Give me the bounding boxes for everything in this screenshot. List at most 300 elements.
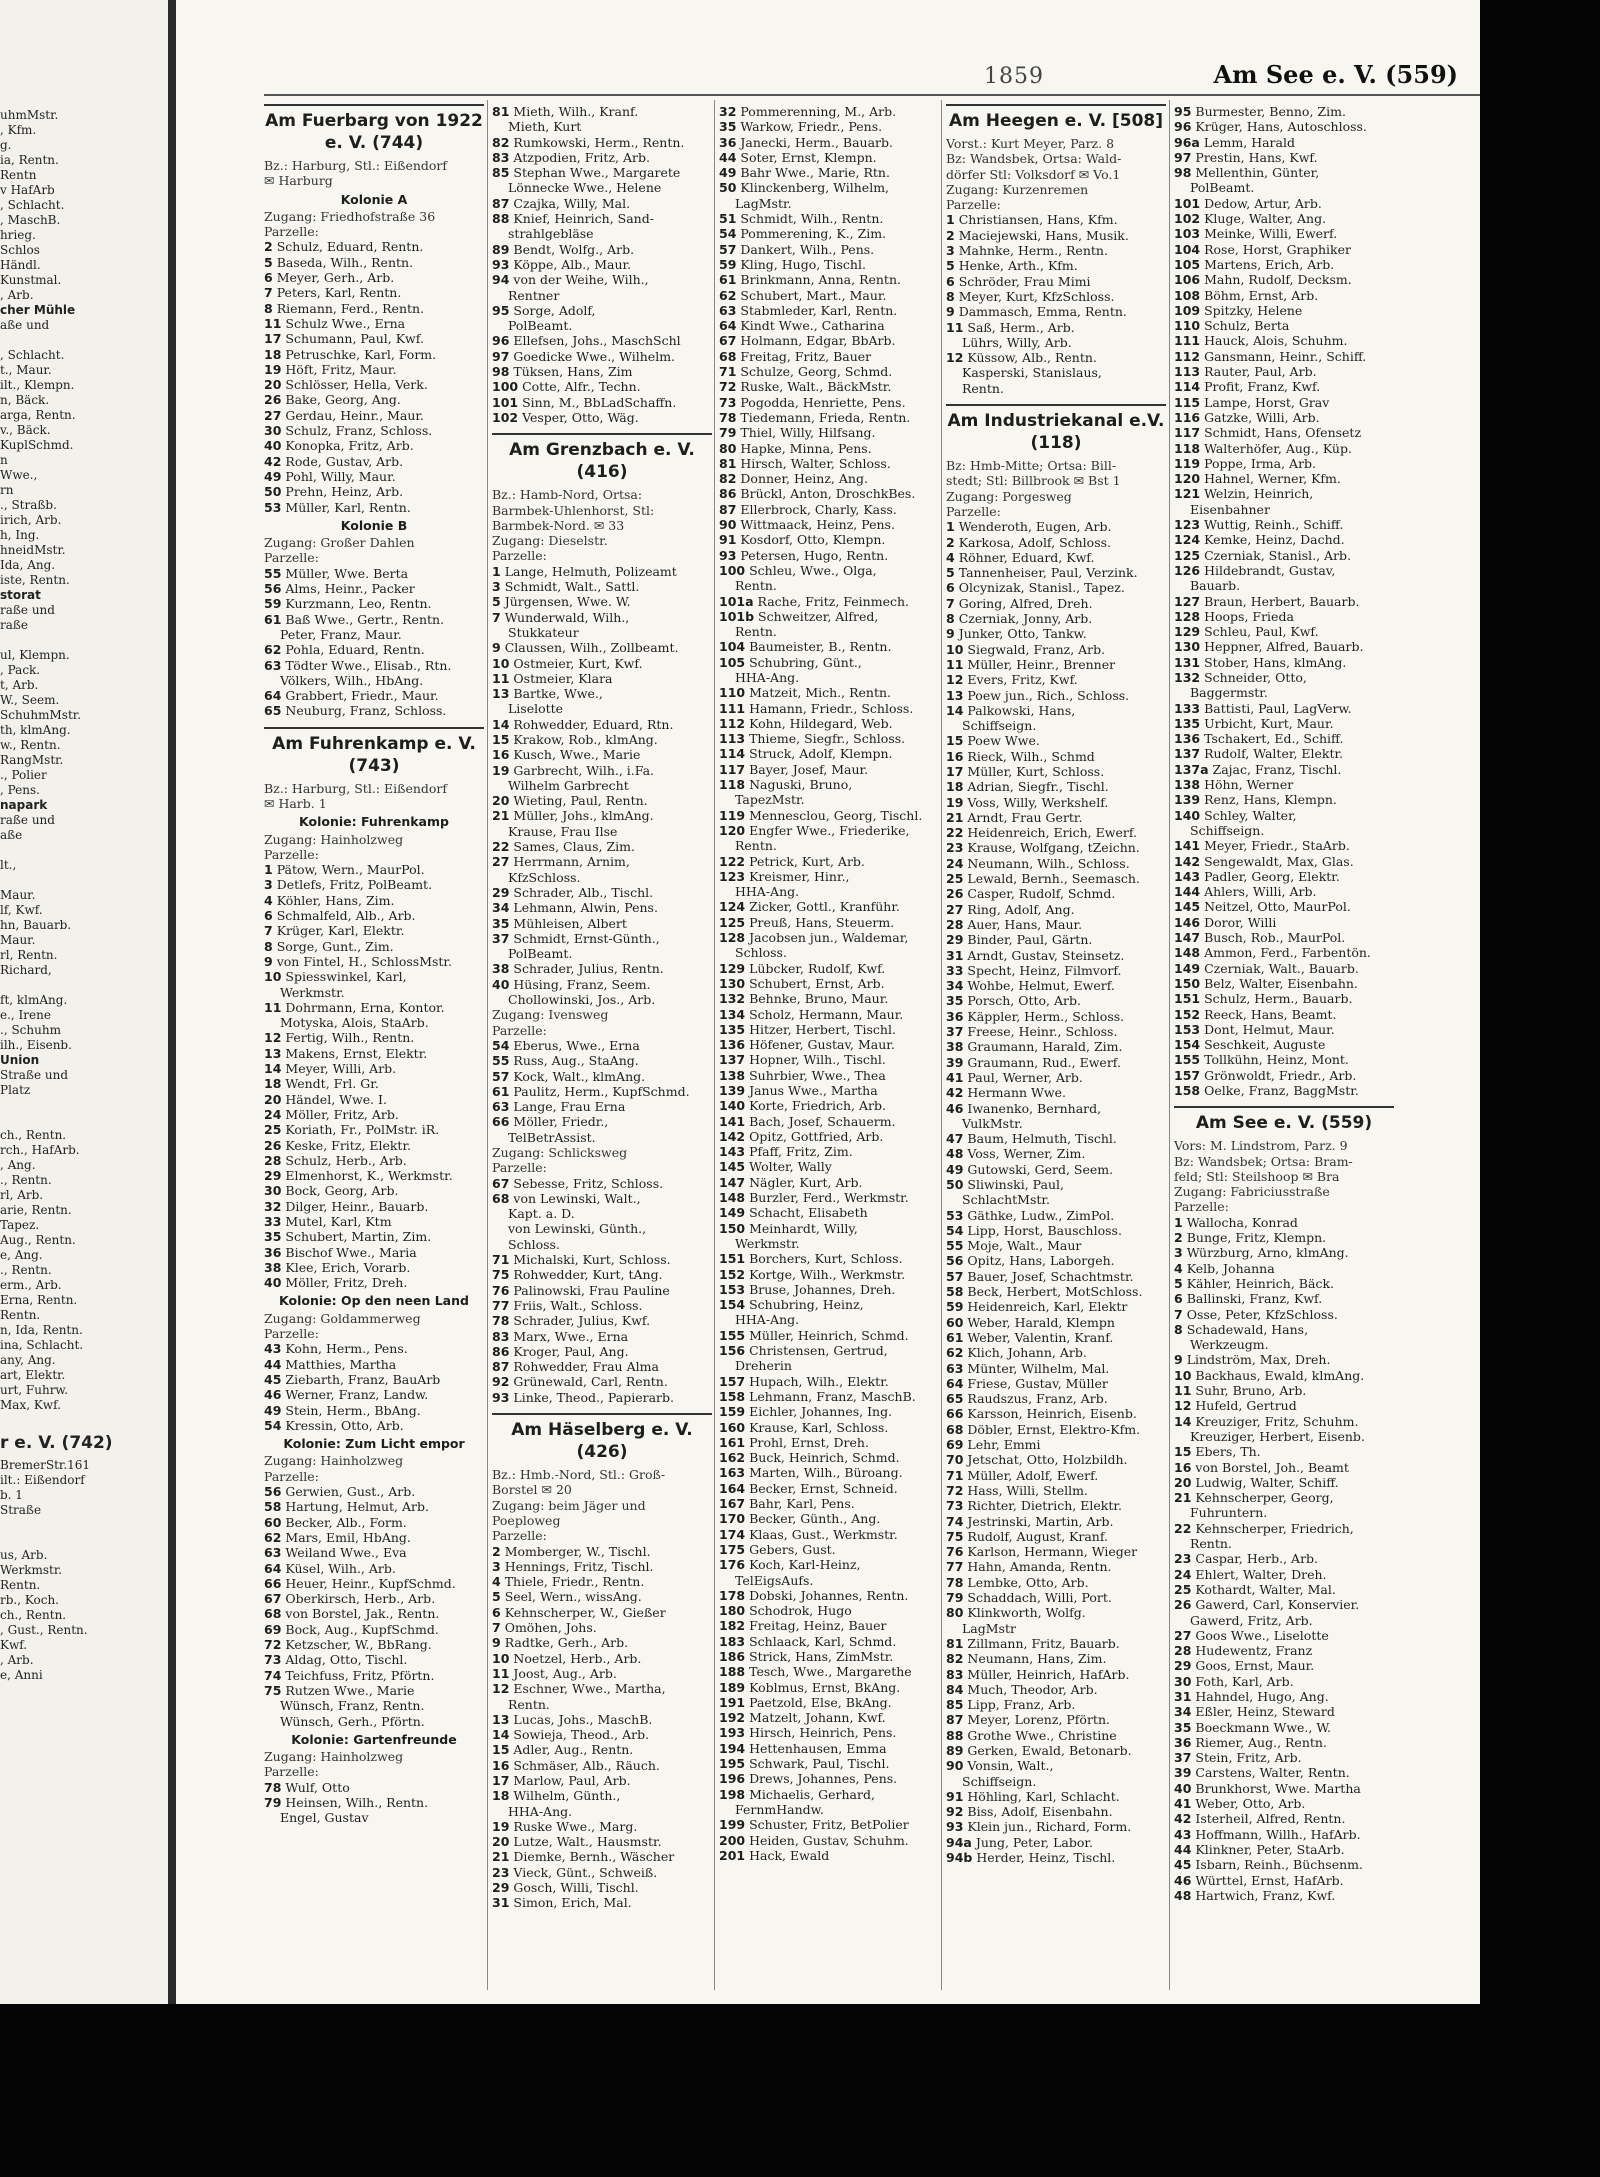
directory-entry bbox=[492, 1727, 712, 1742]
tenant-name: Tollkühn, Heinz, Mont. bbox=[1204, 1052, 1349, 1068]
tenant-name: Poew Wwe. bbox=[967, 733, 1040, 749]
entry-continuation: Kasperski, Stanislaus, bbox=[962, 365, 1102, 381]
association-info: Parzelle: bbox=[1174, 1199, 1229, 1215]
tenant-name: Petruschke, Karl, Form. bbox=[285, 346, 437, 362]
tenant-name: Stein, Fritz, Arb. bbox=[1195, 1750, 1302, 1766]
association-title: Am Industriekanal e.V.(118) bbox=[946, 404, 1166, 454]
strip-line: Schlos bbox=[0, 243, 40, 257]
plot-number: 28 bbox=[1174, 1643, 1192, 1659]
directory-entry bbox=[1174, 1811, 1394, 1826]
directory-entry bbox=[1174, 1827, 1394, 1842]
tenant-name: Kurzmann, Leo, Rentn. bbox=[285, 596, 432, 612]
plot-number: 155 bbox=[719, 1327, 746, 1343]
tenant-name: Rache, Fritz, Feinmech. bbox=[757, 593, 909, 609]
strip-line: Kwf. bbox=[0, 1638, 28, 1652]
directory-entry bbox=[264, 484, 484, 499]
directory-entry bbox=[264, 1153, 484, 1168]
plot-number: 64 bbox=[264, 1560, 282, 1576]
strip-line bbox=[0, 873, 160, 888]
strip-line: rl, Rentn. bbox=[0, 948, 58, 962]
directory-entry bbox=[492, 854, 712, 869]
directory-entry bbox=[946, 779, 1166, 794]
plot-number: 60 bbox=[264, 1514, 282, 1530]
directory-entry bbox=[719, 441, 939, 456]
strip-line bbox=[0, 633, 160, 648]
strip-line: Tapez. bbox=[0, 1218, 40, 1232]
plot-number: 40 bbox=[264, 1275, 282, 1291]
tenant-name: Schrader, Alb., Tischl. bbox=[513, 884, 654, 900]
tenant-name: Peters, Karl, Rentn. bbox=[276, 285, 402, 301]
tenant-name: Atzpodien, Fritz, Arb. bbox=[513, 149, 650, 165]
plot-number: 8 bbox=[264, 300, 273, 316]
directory-entry bbox=[492, 1834, 712, 1849]
tenant-name: Prehn, Heinz, Arb. bbox=[285, 484, 404, 500]
directory-entry bbox=[492, 1099, 712, 1114]
directory-entry bbox=[719, 1282, 939, 1297]
tenant-name: Schulz, Eduard, Rentn. bbox=[276, 239, 424, 255]
plot-number: 79 bbox=[264, 1794, 282, 1810]
association-info: Parzelle: bbox=[264, 1764, 319, 1780]
tenant-name: Hartwich, Franz, Kwf. bbox=[1195, 1887, 1336, 1903]
directory-entry bbox=[946, 1544, 1166, 1559]
tenant-name: Pohl, Willy, Maur. bbox=[285, 468, 396, 484]
strip-line: Rentn. bbox=[0, 1578, 41, 1592]
tenant-name: Ruske Wwe., Marg. bbox=[513, 1818, 638, 1834]
strip-line: , Schlacht. bbox=[0, 198, 65, 212]
directory-entry bbox=[946, 932, 1166, 947]
plot-number: 89 bbox=[946, 1742, 964, 1758]
directory-entry bbox=[264, 688, 484, 703]
entry-continuation: Völkers, Wilh., HbAng. bbox=[280, 672, 424, 688]
plot-number: 51 bbox=[719, 211, 737, 227]
strip-line: ch., Rentn. bbox=[0, 1608, 67, 1622]
directory-entry bbox=[1174, 517, 1394, 532]
tenant-name: von der Weihe, Wilh., bbox=[513, 272, 649, 288]
directory-entry bbox=[1174, 961, 1394, 976]
strip-line: erm., Arb. bbox=[0, 1278, 62, 1292]
tenant-name: Belz, Walter, Eisenbahn. bbox=[1204, 975, 1358, 991]
strip-line: Kunstmal. bbox=[0, 273, 62, 287]
plot-number: 24 bbox=[1174, 1566, 1192, 1582]
plot-number: 76 bbox=[946, 1544, 964, 1560]
tenant-name: Müller, Wwe. Berta bbox=[285, 565, 409, 581]
plot-number: 27 bbox=[946, 901, 964, 917]
tenant-name: Joost, Aug., Arb. bbox=[513, 1665, 617, 1681]
tenant-name: Lipp, Horst, Bauschloss. bbox=[967, 1222, 1122, 1238]
directory-entry bbox=[719, 930, 939, 945]
directory-entry bbox=[264, 1000, 484, 1015]
plot-number: 90 bbox=[719, 517, 737, 533]
directory-entry bbox=[264, 658, 484, 673]
directory-entry bbox=[1174, 349, 1394, 364]
plot-number: 120 bbox=[719, 822, 746, 838]
association-info: Zugang: Hainholzweg bbox=[264, 831, 404, 847]
plot-number: 94b bbox=[946, 1850, 973, 1866]
strip-line: ia, Rentn. bbox=[0, 153, 59, 167]
strip-line: , Arb. bbox=[0, 1653, 34, 1667]
strip-line: v., Bäck. bbox=[0, 423, 51, 437]
plot-number: 42 bbox=[946, 1085, 964, 1101]
directory-entry bbox=[1174, 1551, 1394, 1566]
plot-number: 85 bbox=[946, 1697, 964, 1713]
plot-number: 4 bbox=[492, 1574, 501, 1590]
directory-entry bbox=[719, 1649, 939, 1664]
plot-number: 150 bbox=[1174, 975, 1201, 991]
plot-number: 26 bbox=[946, 886, 964, 902]
tenant-name: Württel, Ernst, HafArb. bbox=[1195, 1872, 1344, 1888]
directory-entry bbox=[1174, 1704, 1394, 1719]
association-info: Barmbek-Uhlenhorst, Stl: bbox=[492, 502, 655, 518]
directory-entry bbox=[492, 1758, 712, 1773]
directory-entry bbox=[946, 1345, 1166, 1360]
plot-number: 93 bbox=[492, 1389, 510, 1405]
directory-entry bbox=[719, 1450, 939, 1465]
directory-entry bbox=[492, 671, 712, 686]
tenant-name: Bunge, Fritz, Klempn. bbox=[1186, 1230, 1327, 1246]
tenant-name: Gosch, Willi, Tischl. bbox=[513, 1880, 639, 1896]
plot-number: 13 bbox=[492, 1711, 510, 1727]
tenant-name: Vieck, Günt., Schweiß. bbox=[513, 1864, 658, 1880]
plot-number: 20 bbox=[492, 1834, 510, 1850]
tenant-name: Oelke, Franz, BaggMstr. bbox=[1204, 1083, 1359, 1098]
tenant-name: Walterhöfer, Aug., Küp. bbox=[1204, 440, 1352, 456]
association-info: Parzelle: bbox=[492, 1022, 547, 1038]
tenant-name: Freese, Heinr., Schloss. bbox=[967, 1024, 1118, 1040]
directory-entry bbox=[946, 1391, 1166, 1406]
directory-entry bbox=[719, 1848, 939, 1863]
directory-entry bbox=[264, 1122, 484, 1137]
tenant-name: Grünewald, Carl, Rentn. bbox=[513, 1374, 668, 1390]
tenant-name: Janus Wwe., Martha bbox=[749, 1083, 878, 1098]
tenant-name: Cotte, Alfr., Techn. bbox=[522, 379, 641, 395]
plot-number: 123 bbox=[1174, 517, 1201, 533]
directory-entry bbox=[1174, 716, 1394, 731]
plot-number: 89 bbox=[492, 241, 510, 257]
directory-entry bbox=[946, 993, 1166, 1008]
directory-entry bbox=[946, 825, 1166, 840]
plot-number: 163 bbox=[719, 1465, 746, 1481]
plot-number: 83 bbox=[492, 149, 510, 165]
plot-number: 142 bbox=[719, 1128, 746, 1144]
directory-entry bbox=[264, 423, 484, 438]
plot-number: 20 bbox=[264, 377, 282, 393]
directory-entry bbox=[1174, 1052, 1394, 1067]
directory-entry bbox=[492, 1620, 712, 1635]
plot-number: 144 bbox=[1174, 884, 1201, 900]
directory-entry bbox=[719, 288, 939, 303]
directory-entry bbox=[719, 1680, 939, 1695]
directory-entry bbox=[1174, 1261, 1394, 1276]
strip-line: t, Arb. bbox=[0, 678, 39, 692]
plot-number: 9 bbox=[492, 1635, 501, 1651]
entry-continuation: Werkmstr. bbox=[735, 1235, 800, 1251]
plot-number: 116 bbox=[1174, 409, 1201, 425]
directory-entry bbox=[1174, 1796, 1394, 1811]
plot-number: 26 bbox=[264, 1137, 282, 1153]
directory-entry bbox=[946, 749, 1166, 764]
strip-line bbox=[0, 1098, 160, 1113]
plot-number: 82 bbox=[492, 134, 510, 150]
tenant-name: Rose, Horst, Graphiker bbox=[1204, 241, 1351, 257]
plot-number: 16 bbox=[492, 747, 510, 763]
tenant-name: Kling, Hugo, Tischl. bbox=[740, 256, 866, 272]
entry-continuation: Schloss. bbox=[735, 945, 787, 961]
plot-number: 74 bbox=[946, 1513, 964, 1529]
plot-number: 68 bbox=[492, 1190, 510, 1206]
entry-continuation: Fuhruntern. bbox=[1190, 1505, 1268, 1521]
plot-number: 100 bbox=[492, 379, 519, 395]
directory-entry bbox=[1174, 609, 1394, 624]
plot-number: 138 bbox=[719, 1067, 746, 1083]
directory-entry bbox=[946, 703, 1166, 718]
directory-entry bbox=[719, 808, 939, 823]
directory-entry bbox=[719, 823, 939, 838]
tenant-name: Gerdau, Heinr., Maur. bbox=[285, 407, 424, 423]
directory-entry bbox=[946, 917, 1166, 932]
plot-number: 15 bbox=[492, 1742, 510, 1758]
plot-number: 151 bbox=[1174, 991, 1201, 1007]
directory-entry bbox=[492, 977, 712, 992]
plot-number: 115 bbox=[1174, 394, 1201, 410]
plot-number: 65 bbox=[946, 1391, 964, 1407]
association-info: Zugang: Goldammerweg bbox=[264, 1310, 421, 1326]
plot-number: 110 bbox=[1174, 318, 1201, 334]
plot-number: 143 bbox=[719, 1144, 746, 1160]
directory-entry bbox=[1174, 303, 1394, 318]
tenant-name: Opitz, Gottfried, Arb. bbox=[749, 1128, 884, 1144]
plot-number: 132 bbox=[1174, 669, 1201, 685]
directory-entry bbox=[719, 1297, 939, 1312]
directory-entry bbox=[1174, 1857, 1394, 1872]
plot-number: 49 bbox=[264, 1402, 282, 1418]
tenant-name: Wieting, Paul, Rentn. bbox=[513, 793, 648, 809]
strip-line: n bbox=[0, 453, 8, 467]
entry-continuation: Rentn. bbox=[1190, 1536, 1232, 1552]
plot-number: 75 bbox=[946, 1528, 964, 1544]
plot-number: 92 bbox=[946, 1804, 964, 1820]
tenant-name: Schrader, Julius, Kwf. bbox=[513, 1313, 651, 1329]
tenant-name: Gerwien, Gust., Arb. bbox=[285, 1484, 416, 1500]
directory-entry bbox=[492, 1589, 712, 1604]
directory-entry bbox=[1174, 1215, 1394, 1230]
directory-entry bbox=[264, 703, 484, 718]
tenant-name: Goring, Alfred, Dreh. bbox=[958, 595, 1093, 611]
directory-entry bbox=[492, 379, 712, 394]
directory-entry bbox=[1174, 899, 1394, 914]
tenant-name: Hüsing, Franz, Seem. bbox=[513, 976, 651, 992]
association-info: Vors: M. Lindstrom, Parz. 9 bbox=[1174, 1138, 1348, 1154]
association-info: Zugang: Großer Dahlen bbox=[264, 535, 415, 551]
strip-line: r e. V. (742) bbox=[0, 1433, 113, 1453]
plot-number: 96 bbox=[1174, 119, 1192, 135]
directory-entry bbox=[264, 1046, 484, 1061]
directory-entry bbox=[946, 1009, 1166, 1024]
directory-entry bbox=[1174, 1765, 1394, 1780]
directory-entry bbox=[1174, 1674, 1394, 1689]
plot-number: 104 bbox=[1174, 241, 1201, 257]
tenant-name: Isterheil, Alfred, Rentn. bbox=[1195, 1811, 1346, 1827]
strip-line: aße bbox=[0, 828, 23, 842]
directory-entry bbox=[1174, 762, 1394, 777]
directory-entry bbox=[946, 1758, 1166, 1773]
directory-entry bbox=[1174, 456, 1394, 471]
directory-entry bbox=[492, 610, 712, 625]
plot-number: 88 bbox=[946, 1727, 964, 1743]
tenant-name: Lutze, Walt., Hausmstr. bbox=[513, 1834, 662, 1850]
directory-entry bbox=[1174, 1083, 1394, 1098]
directory-entry bbox=[719, 1710, 939, 1725]
directory-entry bbox=[1174, 165, 1394, 180]
plot-number: 54 bbox=[946, 1222, 964, 1238]
tenant-name: Wohbe, Helmut, Ewerf. bbox=[967, 978, 1115, 994]
tenant-name: Hupach, Wilh., Elektr. bbox=[749, 1373, 889, 1389]
tenant-name: Schmidt, Hans, Ofensetz bbox=[1204, 425, 1362, 441]
plot-number: 18 bbox=[264, 346, 282, 362]
tenant-name: Boeckmann Wwe., W. bbox=[1195, 1719, 1331, 1735]
tenant-name: Opitz, Hans, Laborgeh. bbox=[967, 1253, 1115, 1269]
strip-line bbox=[0, 978, 160, 993]
directory-entry bbox=[1174, 991, 1394, 1006]
tenant-name: Becker, Ernst, Schneid. bbox=[749, 1480, 898, 1496]
plot-number: 137 bbox=[1174, 746, 1201, 762]
strip-line: e., Irene bbox=[0, 1008, 51, 1022]
tenant-name: Paul, Werner, Arb. bbox=[967, 1069, 1083, 1085]
directory-entry bbox=[719, 1741, 939, 1756]
plot-number: 69 bbox=[264, 1621, 282, 1637]
tenant-name: Rutzen Wwe., Marie bbox=[285, 1682, 415, 1698]
tenant-name: Müller, Johs., klmAng. bbox=[513, 808, 654, 824]
directory-entry bbox=[264, 1637, 484, 1652]
directory-entry bbox=[946, 657, 1166, 672]
tenant-name: Ebers, Th. bbox=[1195, 1444, 1261, 1460]
tenant-name: Küsel, Wilh., Arb. bbox=[285, 1560, 396, 1576]
strip-line: rn bbox=[0, 483, 14, 497]
strip-line: Rentn bbox=[0, 168, 37, 182]
tenant-name: Herder, Heinz, Tischl. bbox=[976, 1850, 1116, 1866]
tenant-name: Lemm, Harald bbox=[1203, 134, 1295, 150]
directory-entry bbox=[264, 362, 484, 377]
directory-entry bbox=[946, 1667, 1166, 1682]
plot-number: 38 bbox=[492, 961, 510, 977]
association-title: Am See e. V. (559) bbox=[1174, 1106, 1394, 1134]
tenant-name: Grothe Wwe., Christine bbox=[967, 1727, 1117, 1743]
association-title: Am Fuhrenkamp e. V. (743) bbox=[264, 727, 484, 777]
tenant-name: Ludwig, Walter, Schiff. bbox=[1195, 1474, 1339, 1490]
directory-entry bbox=[719, 777, 939, 792]
tenant-name: Radtke, Gerh., Arb. bbox=[504, 1635, 629, 1651]
tenant-name: Bake, Georg, Ang. bbox=[285, 392, 401, 408]
tenant-name: Voss, Willy, Werkshelf. bbox=[967, 794, 1109, 810]
tenant-name: Hack, Ewald bbox=[749, 1847, 830, 1863]
directory-entry bbox=[719, 1328, 939, 1343]
directory-entry bbox=[946, 1146, 1166, 1161]
plot-number: 35 bbox=[1174, 1719, 1192, 1735]
association-info: Parzelle: bbox=[492, 1160, 547, 1176]
directory-entry bbox=[264, 612, 484, 627]
plot-number: 35 bbox=[492, 915, 510, 931]
plot-number: 43 bbox=[1174, 1826, 1192, 1842]
tenant-name: Baseda, Wilh., Rentn. bbox=[276, 254, 414, 270]
tenant-name: Knief, Heinrich, Sand- bbox=[513, 211, 654, 227]
directory-entry bbox=[492, 564, 712, 579]
directory-entry bbox=[1174, 1888, 1394, 1903]
plot-number: 199 bbox=[719, 1817, 746, 1833]
directory-entry bbox=[946, 1575, 1166, 1590]
plot-number: 54 bbox=[719, 226, 737, 242]
directory-entry bbox=[946, 1514, 1166, 1529]
directory-entry bbox=[492, 793, 712, 808]
directory-entry bbox=[719, 1664, 939, 1679]
directory-entry bbox=[1174, 1521, 1394, 1536]
plot-number: 61 bbox=[946, 1329, 964, 1345]
directory-entry bbox=[719, 272, 939, 287]
plot-number: 45 bbox=[264, 1371, 282, 1387]
directory-entry bbox=[1174, 1567, 1394, 1582]
plot-number: 140 bbox=[719, 1098, 746, 1114]
plot-number: 6 bbox=[264, 270, 273, 286]
tenant-name: Richter, Dietrich, Elektr. bbox=[967, 1498, 1122, 1514]
entry-continuation: Rentn. bbox=[735, 578, 777, 594]
directory-entry bbox=[264, 862, 484, 877]
tenant-name: Rode, Gustav, Arb. bbox=[285, 453, 404, 469]
directory-entry bbox=[264, 239, 484, 254]
directory-entry bbox=[264, 1138, 484, 1153]
association-info: Parzelle: bbox=[264, 1468, 319, 1484]
tenant-name: Thiele, Friedr., Rentn. bbox=[504, 1574, 645, 1590]
plot-number: 137a bbox=[1174, 761, 1209, 777]
tenant-name: Eberus, Wwe., Erna bbox=[513, 1037, 640, 1053]
directory-entry bbox=[264, 1229, 484, 1244]
tenant-name: Heinsen, Wilh., Rentn. bbox=[285, 1794, 429, 1810]
tenant-name: Ellerbrock, Charly, Kass. bbox=[740, 501, 897, 517]
directory-entry bbox=[946, 1422, 1166, 1437]
tenant-name: Lehmann, Alwin, Pens. bbox=[513, 900, 658, 916]
plot-number: 194 bbox=[719, 1740, 746, 1756]
directory-entry bbox=[719, 594, 939, 609]
plot-number: 76 bbox=[492, 1282, 510, 1298]
tenant-name: Arndt, Gustav, Steinsetz. bbox=[967, 947, 1125, 963]
entry-continuation: PolBeamt. bbox=[508, 318, 573, 334]
tenant-name: Neumann, Wilh., Schloss. bbox=[967, 855, 1130, 871]
tenant-name: Müller, Kurt, Schloss. bbox=[967, 763, 1105, 779]
directory-entry bbox=[946, 1055, 1166, 1070]
plot-number: 57 bbox=[719, 241, 737, 257]
tenant-name: Schubert, Martin, Zim. bbox=[285, 1229, 432, 1245]
tenant-name: Lampe, Horst, Grav bbox=[1204, 394, 1330, 410]
strip-line: v HafArb bbox=[0, 183, 55, 197]
tenant-name: Lipp, Franz, Arb. bbox=[967, 1697, 1076, 1713]
plot-number: 29 bbox=[264, 1168, 282, 1184]
plot-number: 62 bbox=[264, 1529, 282, 1545]
tenant-name: Hirsch, Walter, Schloss. bbox=[740, 455, 891, 471]
plot-number: 147 bbox=[719, 1174, 746, 1190]
plot-number: 5 bbox=[946, 565, 955, 581]
plot-number: 40 bbox=[492, 976, 510, 992]
plot-number: 192 bbox=[719, 1710, 746, 1726]
plot-number: 17 bbox=[264, 331, 282, 347]
plot-number: 59 bbox=[719, 256, 737, 272]
plot-number: 104 bbox=[719, 639, 746, 655]
column-divider bbox=[487, 100, 488, 1990]
strip-line: ch., Rentn. bbox=[0, 1128, 67, 1142]
directory-entry bbox=[946, 1712, 1166, 1727]
strip-line: arga, Rentn. bbox=[0, 408, 76, 422]
tenant-name: Schaddach, Willi, Port. bbox=[967, 1590, 1112, 1606]
plot-number: 54 bbox=[492, 1037, 510, 1053]
tenant-name: Meyer, Friedr., StaArb. bbox=[1204, 838, 1350, 854]
entry-continuation: Wilhelm Garbrecht bbox=[508, 777, 629, 793]
directory-entry bbox=[946, 1728, 1166, 1743]
